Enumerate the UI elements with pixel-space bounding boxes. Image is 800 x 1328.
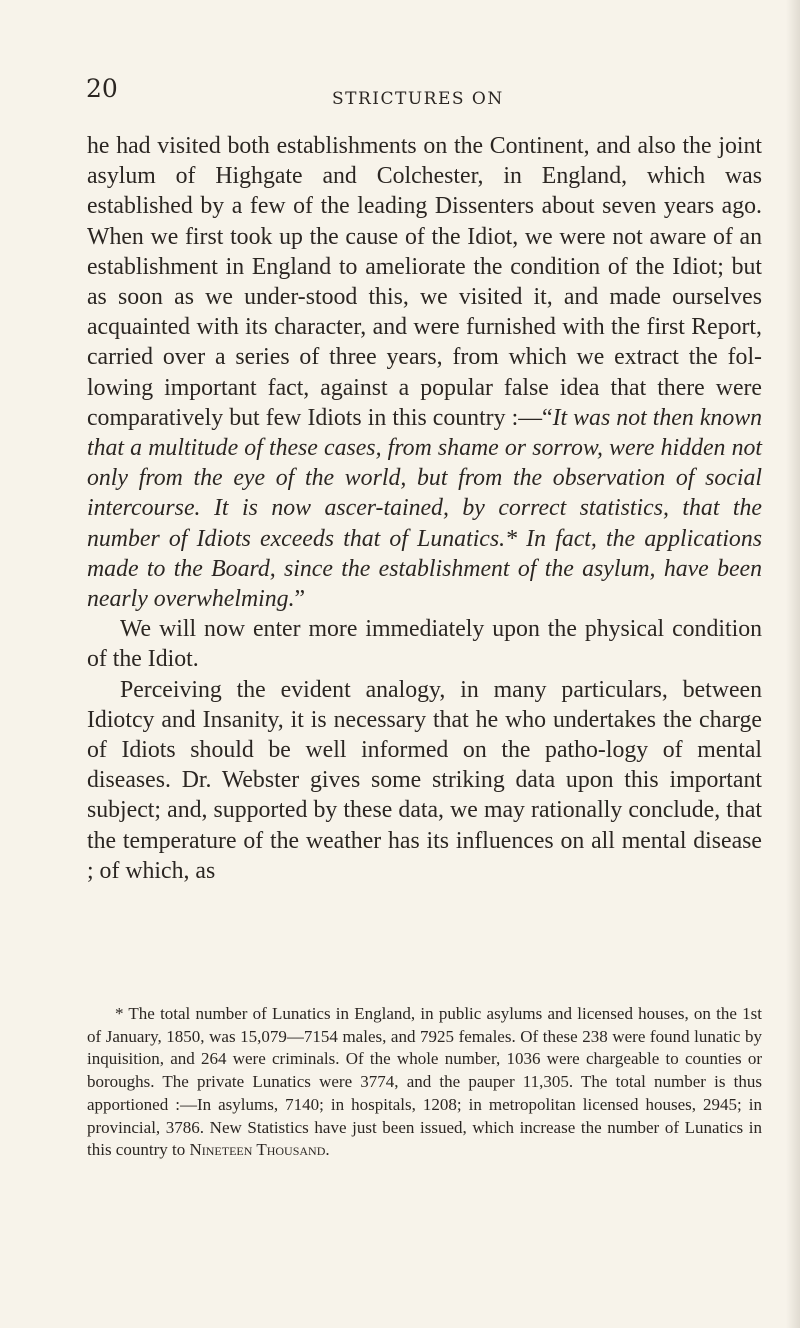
running-header: STRICTURES ON [332, 89, 504, 109]
body-text [87, 131, 762, 886]
paragraph-physical-condition: We will now enter more immediately upon the physical condition of the Idiot. [87, 616, 762, 673]
footnote [87, 1003, 762, 1162]
footnote-text [87, 1003, 762, 1162]
footnote-smallcaps: Nineteen Thousand [189, 1140, 326, 1160]
closing-quote: ” [294, 586, 306, 613]
paragraph-roman-text: he had visited both establishments on the Continent, and also the joint asylum of Highgate and Colchester, in England, which was established by a few of the leading Dissenters about seven years ago. When we first took up the cause of the Idiot, we were not aware of an establishment in England to ameliorate the condition of the Idiot; but as soon as we under-stood this, we visited it, and made ourselves acquainted with its character, and were furnished with the first Report, carried over a series of three years, from which we extract the fol-lowing important fact, against a popular false idea that there were comparatively but few Idiots in this country :—“ [87, 133, 762, 431]
footnote-body: * The total number of Lunatics in England, in public asylums and licensed houses, on the 1st of January, 1850, was 15,079—7154 males, and 7925 females. Of these 238 were found lunatic by inquisition, and 264 were criminals. Of the whole number, 1036 were chargeable to counties or boroughs. The private Lunatics were 3774, and the pauper 11,305. The total number is thus apportioned :—In asylums, 7140; in hospitals, 1208; in metropolitan licensed houses, 2945; in provincial, 3786. New Statistics have just been issued, which increase the number of Lunatics in this country to [87, 1004, 762, 1160]
page-number: 20 [86, 74, 118, 103]
footnote-end: . [325, 1140, 330, 1160]
quoted-report-italic: It was not then known that a multitude of these cases, from shame or sorrow, were hidden not only from the eye of the world, but from the observation of social intercourse. It is now ascer-tained, by correct statistics, that the number of Idiots exceeds that of Lunatics.* In fact, the applications made to the Board, since the establishment of the asylum, have been nearly overwhelming. [87, 404, 762, 613]
paragraph-analogy: Perceiving the evident analogy, in many particulars, between Idiotcy and Insanity, it is necessary that he who undertakes the charge of Idiots should be well informed on the patho-logy of mental diseases. Dr. Webster gives some striking data upon this important subject; and, supported by these data, we may rationally conclude, that the temperature of the weather has its influences on all mental disease ; of which, as [87, 676, 762, 884]
paragraph-continued [87, 131, 762, 614]
